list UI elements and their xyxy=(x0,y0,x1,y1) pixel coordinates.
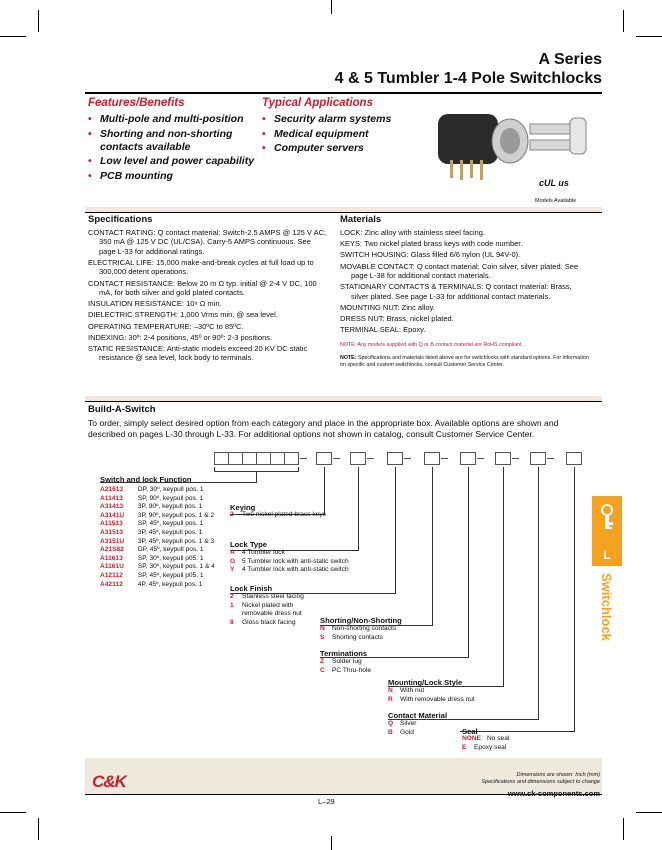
crop-mark xyxy=(38,818,39,840)
contact-material-label: Contact Material xyxy=(388,711,448,720)
option-row[interactable]: N Non-shorting contacts xyxy=(320,625,397,632)
connector-line xyxy=(395,467,396,594)
box-separator xyxy=(404,458,411,459)
option-row[interactable]: Z Solder lug xyxy=(320,658,362,665)
keying-options xyxy=(230,511,326,520)
application-item: • Security alarm systems xyxy=(262,113,412,126)
option-row[interactable]: A42112 4P, 45º, keypull pos. 1 xyxy=(100,580,203,588)
standard-options-note xyxy=(340,355,590,369)
feature-item: • Multi-pole and multi-position xyxy=(88,113,258,126)
contact-material-options xyxy=(388,720,417,737)
crop-mark xyxy=(636,36,662,37)
spec-item: STATIC RESISTANCE: Anti-static models exceed 20 KV DC static resistance @ sea level, lock body to terminals. xyxy=(88,344,308,363)
material-item: SWITCH HOUSING: Glass filled 6/6 nylon (UL 94V-0). xyxy=(340,250,521,260)
option-row[interactable]: A11513 SP, 45º, keypull pos. 1 xyxy=(100,520,204,528)
option-row[interactable]: 2 Two nickel plated brass keys xyxy=(230,511,326,518)
order-box[interactable] xyxy=(424,452,440,465)
option-row[interactable]: A11413 SP, 90º, keypull pos. 1 xyxy=(100,494,204,502)
shorting-label: Shorting/Non-Shorting xyxy=(320,616,402,625)
spec-item: ELECTRICAL LIFE: 15,000 make-and-break cycles at full load up to 300,000 detent operations. xyxy=(88,258,314,277)
page-subtitle: 4 & 5 Tumbler 1-4 Pole Switchlocks xyxy=(334,70,602,87)
key-icon xyxy=(592,496,622,546)
order-box[interactable] xyxy=(242,452,257,465)
lock-type-options xyxy=(230,549,349,575)
crop-mark xyxy=(331,0,332,14)
material-item: DRESS NUT: Brass, nickel plated. xyxy=(340,314,454,324)
spec-item: INSULATION RESISTANCE: 10⁹ Ω min. xyxy=(88,299,222,309)
option-row[interactable]: G 5 Tumbler lock with anti-static switch xyxy=(230,557,349,565)
option-row[interactable]: E Epoxy seal xyxy=(462,743,507,751)
feature-item: • PCB mounting xyxy=(88,170,258,183)
side-tab-letter: L xyxy=(603,548,611,562)
order-box[interactable] xyxy=(214,452,229,465)
option-row[interactable]: B Gold xyxy=(388,728,414,736)
material-item: MOVABLE CONTACT: Q contact material: Coin silver, silver plated. See page L-38 for additional contact materials. xyxy=(340,261,579,281)
option-row[interactable]: A11613 SP, 30º, keypull p05. 1 xyxy=(100,554,204,562)
order-box[interactable] xyxy=(350,452,366,465)
connector-line xyxy=(358,467,359,551)
header-rule xyxy=(85,92,602,94)
box-separator xyxy=(441,458,448,459)
material-item: TERMINAL SEAL: Epoxy. xyxy=(340,325,426,335)
option-row[interactable]: C PC Thru-hole xyxy=(320,666,372,674)
option-row[interactable]: A12112 SP, 45º, keypull p05. 1 xyxy=(100,571,204,579)
crop-mark xyxy=(0,812,26,813)
keying-label: Keying xyxy=(230,503,256,512)
mounting-label: Mounting/Lock Style xyxy=(388,678,463,687)
ul-cert-mark: cUL us xyxy=(539,178,569,188)
connector-line xyxy=(538,467,539,720)
switch-function-options xyxy=(100,486,215,589)
website-link[interactable]: www.ck-components.com xyxy=(507,789,600,798)
crop-mark xyxy=(623,818,624,840)
features-list xyxy=(88,113,258,184)
spec-item: INDEXING: 30º: 2-4 positions, 45º or 90º: 2-3 positions. xyxy=(88,332,273,342)
series-title: A Series xyxy=(538,51,602,68)
option-row[interactable]: NONE No seal xyxy=(462,735,510,742)
connector-line xyxy=(256,472,257,482)
box-separator xyxy=(300,458,307,459)
order-box[interactable] xyxy=(228,452,243,465)
lock-finish-options xyxy=(230,593,304,627)
crop-mark xyxy=(0,36,26,37)
box-separator xyxy=(367,458,374,459)
applications-list xyxy=(262,113,412,157)
application-item: • Medical equipment xyxy=(262,128,412,141)
option-row[interactable]: A21S82 DP, 45º, keypull pos. 1 xyxy=(100,546,204,554)
cert-caption: Models Available xyxy=(535,198,577,204)
option-row[interactable]: R With removable dress nut xyxy=(388,695,475,703)
application-item: • Computer servers xyxy=(262,142,412,155)
feature-item: • Low level and power capability xyxy=(88,155,258,168)
connector-line xyxy=(214,467,215,472)
option-row[interactable]: A31413 3P, 90º, keypull pos. 1 xyxy=(100,503,203,511)
material-item: STATIONARY CONTACTS & TERMINALS: Q contact material: Brass, silver plated. See page L-33 for additional contact materials. xyxy=(340,282,572,301)
option-row: removable dress nut xyxy=(242,610,302,618)
build-intro: To order, simply select desired option from each category and place in the appropriate box. Available options are shown and described on pages L-30 through L-33. For additional options not shown in catalog, consult Customer Service Center. xyxy=(88,418,559,439)
materials-list xyxy=(340,228,585,336)
crop-mark xyxy=(38,10,39,32)
option-row[interactable]: A31513 3P, 45º, keypull pos. 1 xyxy=(100,528,203,536)
option-row[interactable]: 8 Gloss black facing xyxy=(230,618,296,626)
spec-item: DIELECTRIC STRENGTH: 1,000 Vrms min. @ sea level. xyxy=(88,310,278,320)
crop-mark xyxy=(331,836,332,850)
box-separator xyxy=(512,458,519,459)
specifications-list xyxy=(88,228,328,365)
section-rule xyxy=(85,212,602,213)
product-photo xyxy=(420,96,600,186)
note-text: Specifications and materials listed above are for switchlocks with standard options. For information on specific and custom switchlocks, consult Customer Service Center. xyxy=(340,355,589,368)
crop-mark xyxy=(623,10,624,32)
connector-line xyxy=(324,467,325,515)
terminations-label: Terminations xyxy=(320,649,368,658)
crop-mark xyxy=(636,812,662,813)
connector-line xyxy=(503,467,504,687)
lock-type-label: Lock Type xyxy=(230,540,267,549)
features-heading: Features/Benefits xyxy=(88,97,185,109)
connector-line xyxy=(574,467,575,732)
dims-note: Dimensions are shown: Inch (mm) xyxy=(516,772,600,778)
connector-line xyxy=(468,467,469,658)
rohs-note: NOTE: Any models supplied with Q or B contact material are RoHS compliant. xyxy=(340,342,524,348)
option-row[interactable]: A3141U 3P, 90º, keypull pos. 1 & 2 xyxy=(100,511,215,519)
spec-item: CONTACT RATING: Q contact material: Switch-2.5 AMPS @ 125 V AC; 350 mA @ 125 V DC (UL/CSA). Carry-5 AMPS continuous. See page L-33 for additional ratings. xyxy=(88,228,327,256)
terminations-options xyxy=(320,658,371,675)
dims-note: Specifications and dimensions subject to change xyxy=(481,779,600,785)
option-row[interactable]: Q Silver xyxy=(388,720,417,727)
option-row[interactable]: N With nut xyxy=(388,687,425,694)
order-box[interactable] xyxy=(256,452,271,465)
order-box[interactable] xyxy=(284,452,299,465)
option-row[interactable]: A21613 DP, 30º, keypull pos. 1 xyxy=(100,486,204,493)
page-number: L–29 xyxy=(318,797,335,806)
lock-finish-label: Lock Finish xyxy=(230,584,273,593)
spec-item: CONTACT RESISTANCE: Below 20 m Ω typ. initial @ 2-4 V DC, 100 mA, for both silver and gold plated contacts. xyxy=(88,278,317,298)
material-item: MOUNTING NUT: Zinc alloy. xyxy=(340,302,435,312)
seal-options xyxy=(462,735,509,752)
order-box[interactable] xyxy=(316,452,332,465)
spec-item: OPERATING TEMPERATURE: –30ºC to 85ºC. xyxy=(88,321,244,331)
option-row[interactable]: 1 Nickel plated with xyxy=(230,601,294,609)
connector-line xyxy=(432,467,433,626)
option-row[interactable]: A1161U SP, 30º, keypull pos. 1 & 4 xyxy=(100,563,215,571)
order-box[interactable] xyxy=(460,452,476,465)
seal-label: Seal xyxy=(462,727,478,736)
option-row[interactable]: 2 Stainless steel facing xyxy=(230,593,304,600)
order-box[interactable] xyxy=(495,452,511,465)
materials-heading: Materials xyxy=(340,214,382,225)
option-row[interactable]: A 4 Tumbler lock xyxy=(230,549,285,556)
option-row[interactable]: A3151U 3P, 45º, keypull pos. 1 & 3 xyxy=(100,537,215,545)
section-rule xyxy=(85,401,602,402)
order-box[interactable] xyxy=(566,452,582,465)
mounting-options xyxy=(388,687,475,704)
note-label: NOTE: xyxy=(340,355,357,361)
order-box[interactable] xyxy=(270,452,285,465)
specifications-heading: Specifications xyxy=(88,214,153,225)
option-row[interactable]: Y 4 Tumbler lock with anti-static switch xyxy=(230,566,349,574)
order-box[interactable] xyxy=(530,452,546,465)
brand-logo: C&K xyxy=(92,772,126,791)
material-item: LOCK: Zinc alloy with stainless steel facing. xyxy=(340,228,486,237)
side-tab-label: Switchlock xyxy=(599,573,614,641)
applications-heading: Typical Applications xyxy=(262,97,373,109)
shorting-options xyxy=(320,625,396,642)
feature-item: • Shorting and non-shorting contacts available xyxy=(88,128,258,154)
option-row[interactable]: S Shorting contacts xyxy=(320,633,383,641)
material-item: KEYS: Two nickel plated brass keys with code number. xyxy=(340,239,523,249)
order-box[interactable] xyxy=(387,452,403,465)
box-separator xyxy=(477,458,484,459)
build-heading: Build-A-Switch xyxy=(88,404,156,415)
box-separator xyxy=(333,458,340,459)
connector-line xyxy=(298,467,299,472)
box-separator xyxy=(547,458,554,459)
switch-function-label: Switch and lock Function xyxy=(100,475,192,484)
